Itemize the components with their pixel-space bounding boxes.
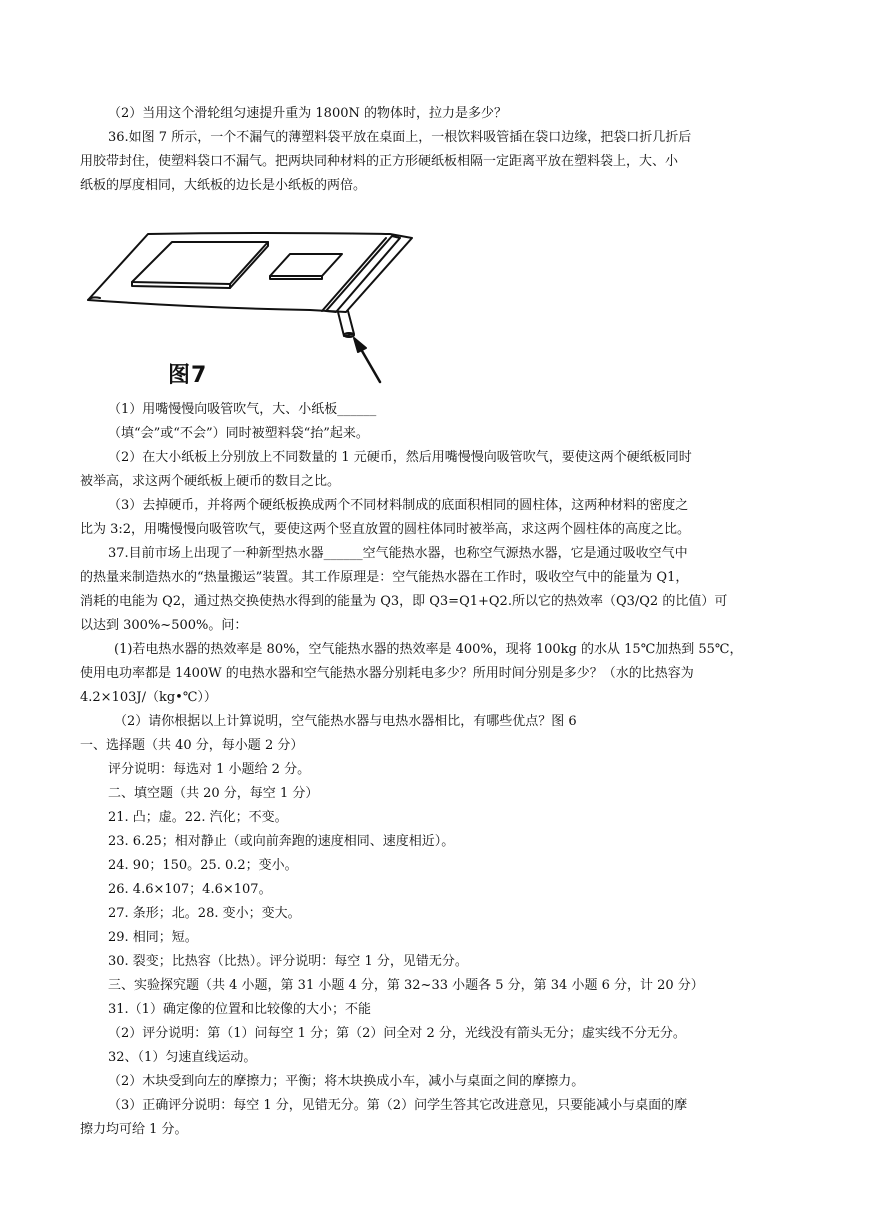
answer-item: 29. 相同；短。	[108, 930, 198, 945]
answer-note: 评分说明：每选对 1 小题给 2 分。	[108, 762, 311, 777]
answer-item: 32、（1）匀速直线运动。	[108, 1050, 257, 1065]
q37-part1: (1)若电热水器的热效率是 80%，空气能热水器的热效率是 400%，现将 100kg 的水从 15℃加热到 55℃，	[114, 642, 743, 657]
q36-part1-hint: （填“会”或“不会”）同时被塑料袋“抬”起来。	[108, 426, 369, 441]
q37-text: 消耗的电能为 Q2，通过热交换使热水得到的能量为 Q3，即 Q3=Q1+Q2.所以它的热效率（Q3/Q2 的比值）可	[80, 594, 728, 609]
q37-text: 的热量来制造热水的“热量搬运”装置。其工作原理是：空气能热水器在工作时，吸收空气中的能量为 Q1，	[80, 570, 689, 585]
answer-section-2: 二、填空题（共 20 分，每空 1 分）	[108, 786, 319, 801]
q37-intro: 37.目前市场上出现了一种新型热水器______空气能热水器，也称空气源热水器，它是通过吸收空气中	[108, 546, 688, 561]
answer-section-3: 三、实验探究题（共 4 小题，第 31 小题 4 分，第 32~33 小题各 5 分，第 34 小题 6 分，计 20 分）	[108, 978, 704, 993]
answer-item: 26. 4.6×107；4.6×107。	[108, 882, 272, 897]
q36-text: 纸板的厚度相同，大纸板的边长是小纸板的两倍。	[80, 178, 367, 193]
answer-note: （2）评分说明：第（1）问每空 1 分；第（2）问全对 2 分，光线没有箭头无分；虚实线不分无分。	[108, 1026, 686, 1041]
answer-note-cont: 擦力均可给 1 分。	[80, 1122, 188, 1137]
figure-7	[80, 212, 425, 390]
q35-part2: （2）当用这个滑轮组匀速提升重为 1800N 的物体时，拉力是多少？	[108, 106, 507, 121]
q36-text: 用胶带封住，使塑料袋口不漏气。把两块同种材料的正方形硬纸板相隔一定距离平放在塑料袋上，大、小	[80, 154, 679, 169]
q36-intro: 36.如图 7 所示，一个不漏气的薄塑料袋平放在桌面上，一根饮料吸管插在袋口边缘，把袋口折几折后	[108, 130, 692, 145]
q36-part1: （1）用嘴慢慢向吸管吹气，大、小纸板______	[108, 402, 377, 417]
q37-part1-cont: 4.2×103J/（kg•℃））	[80, 690, 217, 705]
q36-part3-cont: 比为 3:2，用嘴慢慢向吸管吹气，要使这两个竖直放置的圆柱体同时被举高，求这两个圆柱体的高度之比。	[80, 522, 691, 537]
q36-part2-cont: 被举高，求这两个硬纸板上硬币的数目之比。	[80, 474, 341, 489]
answer-item: 23. 6.25；相对静止（或向前奔跑的速度相同、速度相近）。	[108, 834, 455, 849]
q37-text: 以达到 300%~500%。问：	[80, 618, 248, 633]
answer-item: 31.（1）确定像的位置和比较像的大小；不能	[108, 1002, 371, 1017]
answer-note: （3）正确评分说明：每空 1 分，见错无分。第（2）问学生答其它改进意见，只要能减小与桌面的摩	[108, 1098, 688, 1113]
q36-part2: （2）在大小纸板上分别放上不同数量的 1 元硬币，然后用嘴慢慢向吸管吹气，要使这两个硬纸板同时	[108, 450, 692, 465]
plastic-bag-illustration	[80, 212, 425, 390]
answer-item: （2）木块受到向左的摩擦力；平衡；将木块换成小车，减小与桌面之间的摩擦力。	[108, 1074, 585, 1089]
answer-item: 27. 条形；北。28. 变小；变大。	[108, 906, 301, 921]
q37-part1-cont: 使用电功率都是 1400W 的电热水器和空气能热水器分别耗电多少？所用时间分别是多少？（水的比热容为	[80, 666, 694, 681]
answer-item: 30. 裂变；比热容（比热）。评分说明：每空 1 分，见错无分。	[108, 954, 468, 969]
answer-section-1: 一、选择题（共 40 分，每小题 2 分）	[80, 738, 304, 753]
answer-item: 21. 凸；虚。22. 汽化；不变。	[108, 810, 288, 825]
figure-caption: 图7	[168, 363, 208, 388]
answer-item: 24. 90；150。25. 0.2；变小。	[108, 858, 298, 873]
q37-part2: （2）请你根据以上计算说明，空气能热水器与电热水器相比，有哪些优点？图 6	[114, 714, 577, 729]
q36-part3: （3）去掉硬币，并将两个硬纸板换成两个不同材料制成的底面积相同的圆柱体，这两种材料的密度之	[108, 498, 689, 513]
